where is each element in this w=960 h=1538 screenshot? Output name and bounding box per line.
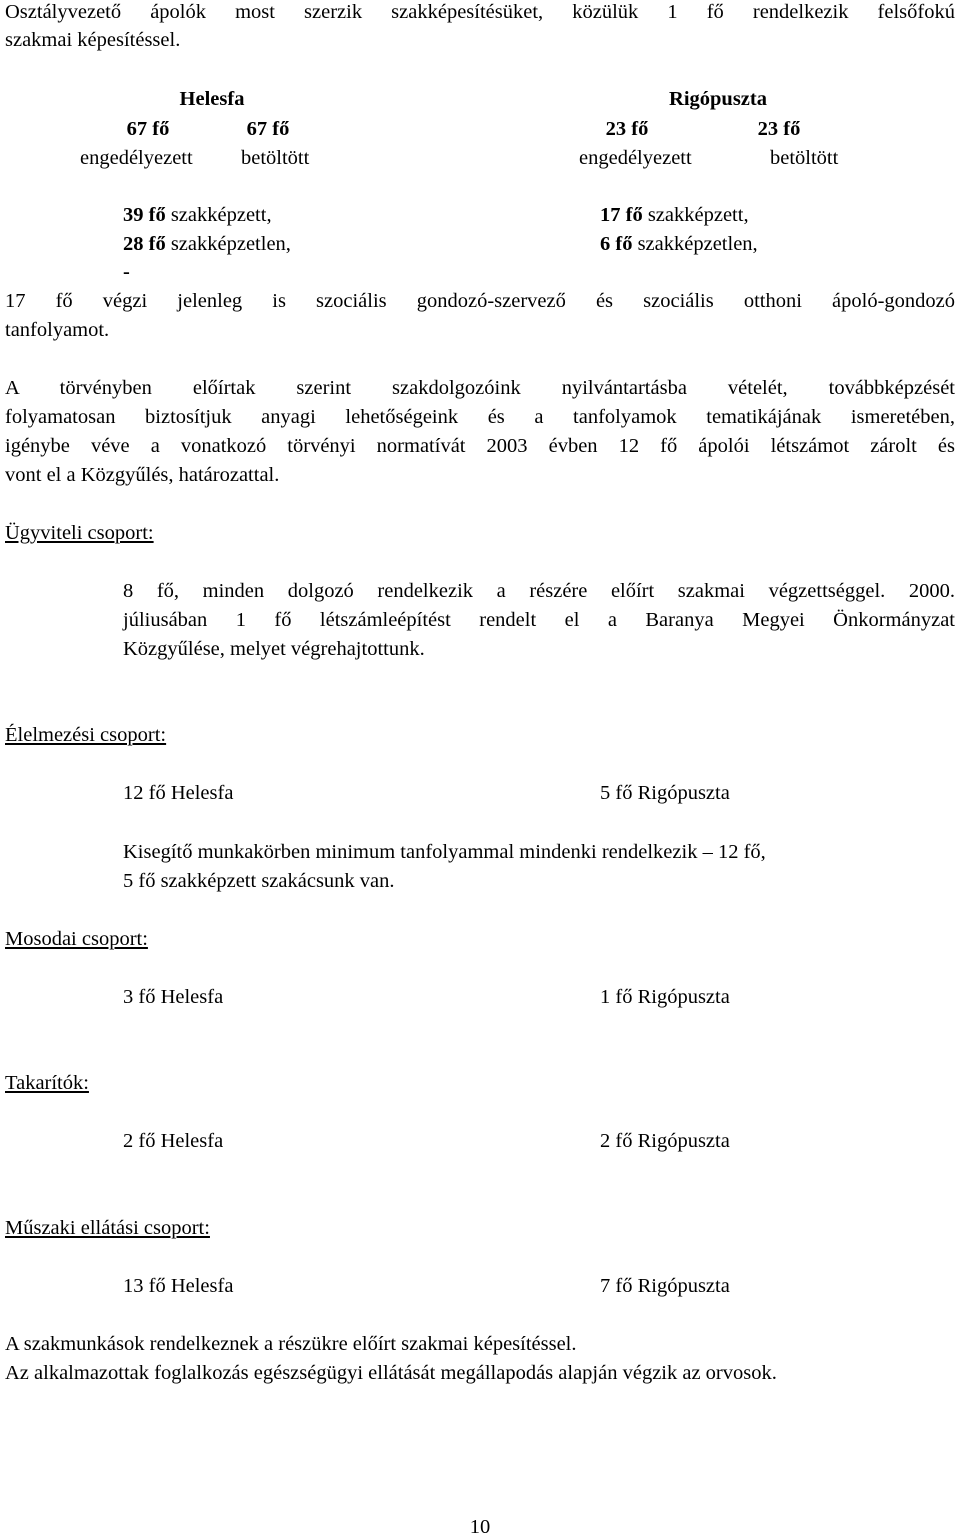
helesfa-approved-label: engedélyezett xyxy=(80,147,193,169)
cleaners-heading: Takarítók: xyxy=(5,1072,89,1094)
helesfa-unskilled-count: 28 fő xyxy=(123,233,166,255)
catering-helesfa: 12 fő Helesfa xyxy=(123,782,234,804)
laundry-group-heading: Mosodai csoport: xyxy=(5,928,148,950)
helesfa-heading: Helesfa xyxy=(179,88,245,110)
helesfa-approved-count: 67 fő xyxy=(126,118,170,140)
catering-group-heading: Élelmezési csoport: xyxy=(5,724,167,746)
law-paragraph-line-4: vont el a Közgyűlés, határozattal. xyxy=(5,464,280,486)
admin-group-line-2: júliusában 1 fő létszámleépítést rendelt el a Baranya Megyei Önkormányzat xyxy=(123,609,955,631)
rigopuszta-skilled-label: szakképzett, xyxy=(642,204,749,226)
helesfa-unskilled xyxy=(123,234,291,255)
cleaners-helesfa: 2 fő Helesfa xyxy=(123,1130,224,1152)
rigopuszta-unskilled-label: szakképzetlen, xyxy=(632,233,758,255)
technical-rigopuszta: 7 fő Rigópuszta xyxy=(600,1275,730,1297)
technical-group-heading: Műszaki ellátási csoport: xyxy=(5,1217,210,1239)
rigopuszta-skilled xyxy=(600,205,749,226)
rigopuszta-unskilled-count: 6 fő xyxy=(600,233,633,255)
law-paragraph-line-3: igénybe véve a vonatkozó törvényi normatívát 2003 évben 12 fő ápolói létszámot zárolt és xyxy=(5,435,955,457)
law-paragraph-line-1: A törvényben előírtak szerint szakdolgozóink nyilvántartásba vételét, továbbképzését xyxy=(5,377,955,399)
law-paragraph-line-2: folyamatosan biztosítjuk anyagi lehetőségeink és a tanfolyamok tematikájának ismeretében, xyxy=(5,406,955,428)
admin-group-heading: Ügyviteli csoport: xyxy=(5,522,154,544)
intro-line-2: szakmai képesítéssel. xyxy=(5,29,181,51)
rigopuszta-approved-count: 23 fő xyxy=(605,118,649,140)
rigopuszta-heading: Rigópuszta xyxy=(669,88,767,110)
page-number: 10 xyxy=(469,1516,491,1538)
intro-line-1: Osztályvezető ápolók most szerzik szakképesítésüket, közülük 1 fő rendelkezik felsőfokú xyxy=(5,1,955,23)
cleaners-rigopuszta: 2 fő Rigópuszta xyxy=(600,1130,730,1152)
helesfa-filled-label: betöltött xyxy=(241,147,310,169)
technical-helesfa: 13 fő Helesfa xyxy=(123,1275,234,1297)
admin-group-line-1: 8 fő, minden dolgozó rendelkezik a részére előírt szakmai végzettséggel. 2000. xyxy=(123,580,955,602)
helesfa-skilled-label: szakképzett, xyxy=(165,204,272,226)
training-line-2: tanfolyamot. xyxy=(5,319,110,341)
helesfa-unskilled-label: szakképzetlen, xyxy=(165,233,291,255)
closing-line-2: Az alkalmazottak foglalkozás egészségügyi ellátását megállapodás alapján végzik az orvosok. xyxy=(5,1362,777,1384)
rigopuszta-filled-count: 23 fő xyxy=(757,118,801,140)
catering-rigopuszta: 5 fő Rigópuszta xyxy=(600,782,730,804)
closing-line-1: A szakmunkások rendelkeznek a részükre előírt szakmai képesítéssel. xyxy=(5,1333,577,1355)
helesfa-filled-count: 67 fő xyxy=(246,118,290,140)
training-line-1: 17 fő végzi jelenleg is szociális gondozó-szervező és szociális otthoni ápoló-gondozó xyxy=(5,290,955,312)
catering-note-2: 5 fő szakképzett szakácsunk van. xyxy=(123,870,395,892)
helesfa-skilled-count: 39 fő xyxy=(123,204,166,226)
rigopuszta-unskilled xyxy=(600,234,758,255)
helesfa-skilled xyxy=(123,205,272,226)
laundry-rigopuszta: 1 fő Rigópuszta xyxy=(600,986,730,1008)
rigopuszta-skilled-count: 17 fő xyxy=(600,204,643,226)
admin-group-line-3: Közgyűlése, melyet végrehajtottunk. xyxy=(123,638,425,660)
laundry-helesfa: 3 fő Helesfa xyxy=(123,986,224,1008)
rigopuszta-filled-label: betöltött xyxy=(770,147,839,169)
table-dash: - xyxy=(123,261,130,283)
catering-note-1: Kisegítő munkakörben minimum tanfolyammal mindenki rendelkezik – 12 fő, xyxy=(123,841,766,863)
rigopuszta-approved-label: engedélyezett xyxy=(579,147,692,169)
